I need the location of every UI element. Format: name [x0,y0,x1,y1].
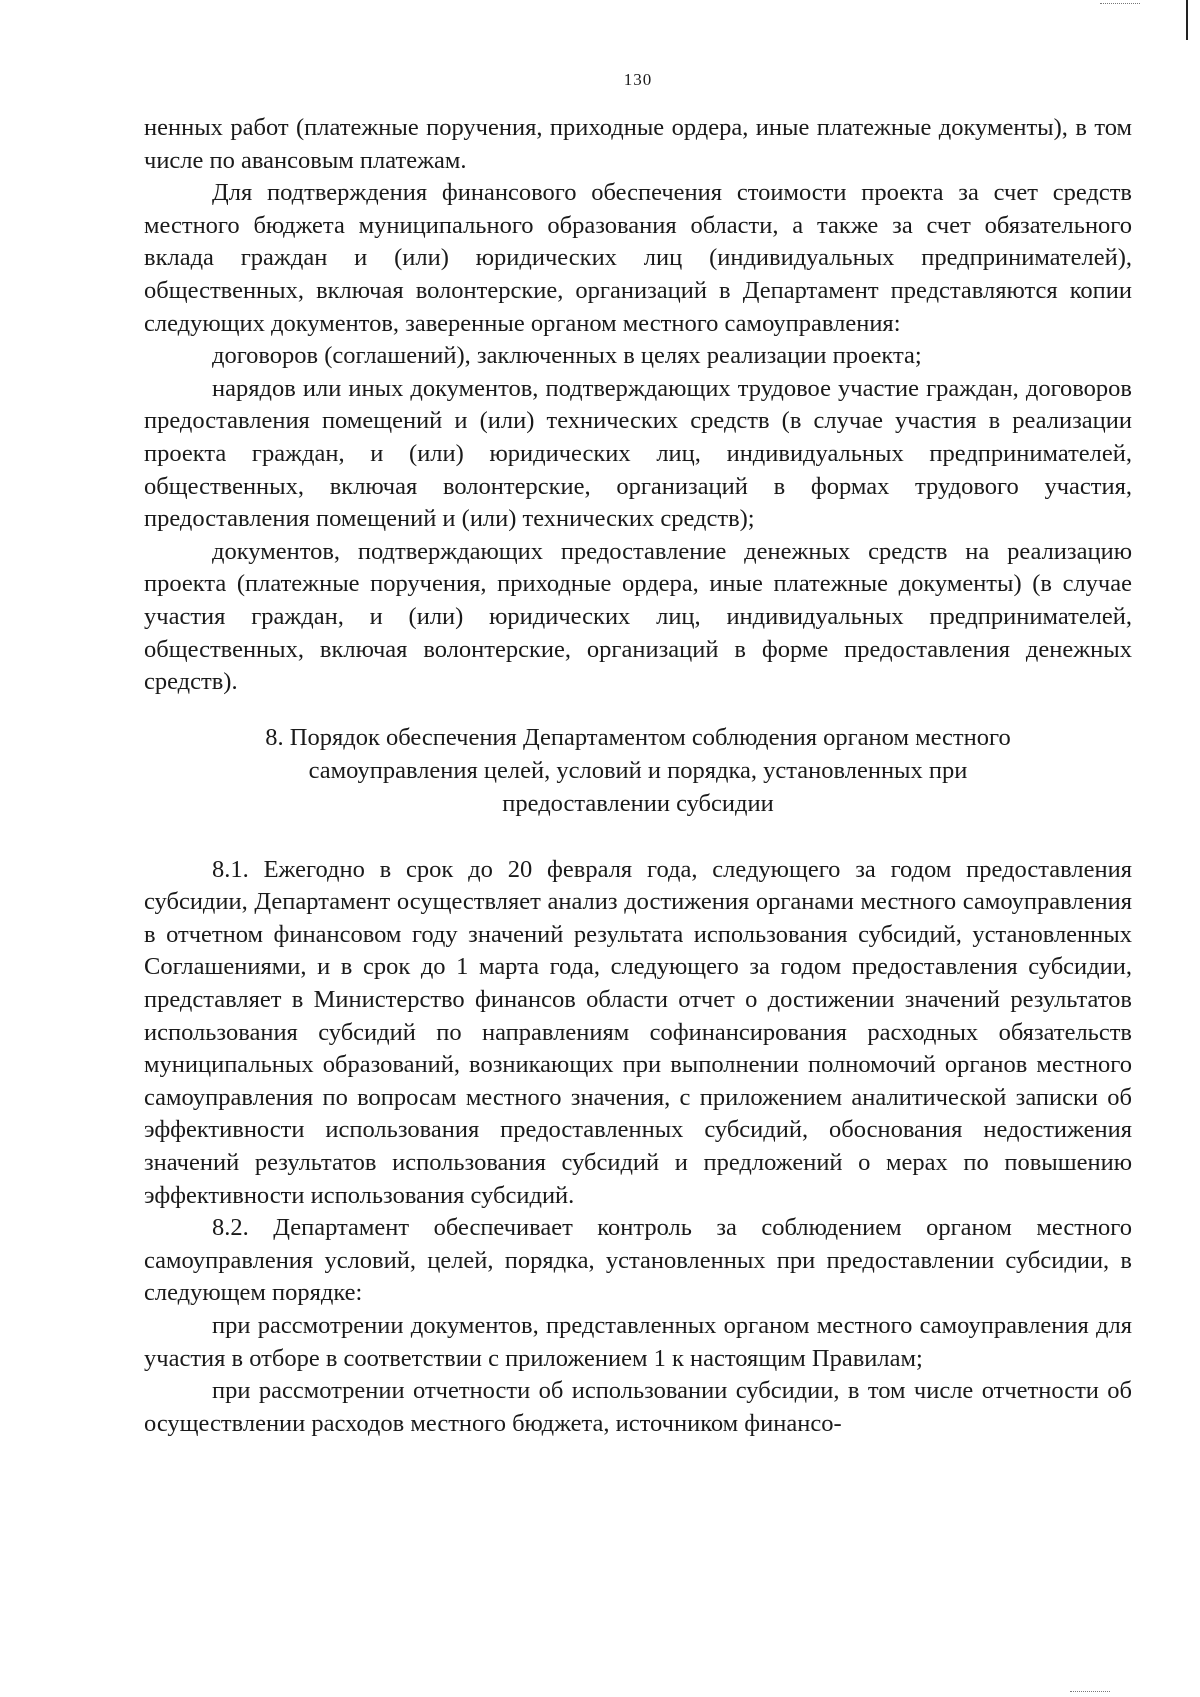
paragraph: документов, подтверждающих предоставление денежных средств на реализацию проекта (платежные поручения, приходные ордера, иные платежные документы) (в случае участия граждан, и (или) юридических лиц, индивидуальных предпринимателей, общественных, включая волонтерские, организаций в форме предоставления денежных средств). [144,537,1132,696]
paragraph: договоров (соглашений), заключенных в целях реализации проекта; [212,342,922,370]
paragraph: при рассмотрении документов, представленных органом местного самоуправления для участия в отборе в соответствии с приложением 1 к настоящим Правилам; [144,1312,1132,1372]
document-page [144,0,1132,1697]
section-heading: 8. Порядок обеспечения Департаментом соблюдения органом местного самоуправления целей, условий и порядка, установленных при предоставлении субсидии [265,723,1011,817]
spacer [144,842,1132,854]
paragraph: при рассмотрении отчетности об использовании субсидии, в том числе отчетности об осуществлении расходов местного бюджета, источником финансо- [144,1377,1132,1437]
paragraph: Для подтверждения финансового обеспечения стоимости проекта за счет средств местного бюджета муниципального образования области, а также за счет обязательного вклада граждан и (или) юридических лиц (индивидуальных предпринимателей), общественных, включая волонтерские, организаций в Департамент представляются копии следующих документов, заверенные органом местного самоуправления: [144,179,1132,337]
paragraph: 8.1. Ежегодно в срок до 20 февраля года, следующего за годом предоставления субсидии, Департамент осуществляет анализ достижения органами местного самоуправления в отчетном финансовом году значений результата использования субсидий, установленных Соглашениями, и в срок до 1 марта года, следующего за годом предоставления субсидии, представляет в Министерство финансов области отчет о достижении значений результатов использования субсидий по направлениям софинансирования расходных обязательств муниципальных образований, возникающих при выполнении полномочий органов местного самоуправления по вопросам местного значения, с приложением аналитической записки об эффективности использования предоставленных субсидий, обоснования недостижения значений результатов использования субсидий и предложений о мерах по повышению эффективности использования субсидий. [144,855,1132,1209]
paragraph: нарядов или иных документов, подтверждающих трудовое участие граждан, договоров предоставления помещений и (или) технических средств (в случае участия в реализации проекта граждан, и (или) юридических лиц, индивидуальных предпринимателей, общественных, включая волонтерские, организаций в формах трудового участия, предоставления помещений и (или) технических средств); [144,374,1132,533]
page-number: 130 [623,70,653,89]
document-body [144,112,1132,1440]
scan-dotted-mark [1070,1691,1110,1695]
scan-edge-mark [1186,0,1188,40]
paragraph: 8.2. Департамент обеспечивает контроль за соблюдением органом местного самоуправления условий, целей, порядка, установленных при предоставлении субсидии, в следующем порядке: [144,1214,1132,1307]
paragraph: ненных работ (платежные поручения, приходные ордера, иные платежные документы), в том числе по авансовым платежам. [144,114,1132,174]
